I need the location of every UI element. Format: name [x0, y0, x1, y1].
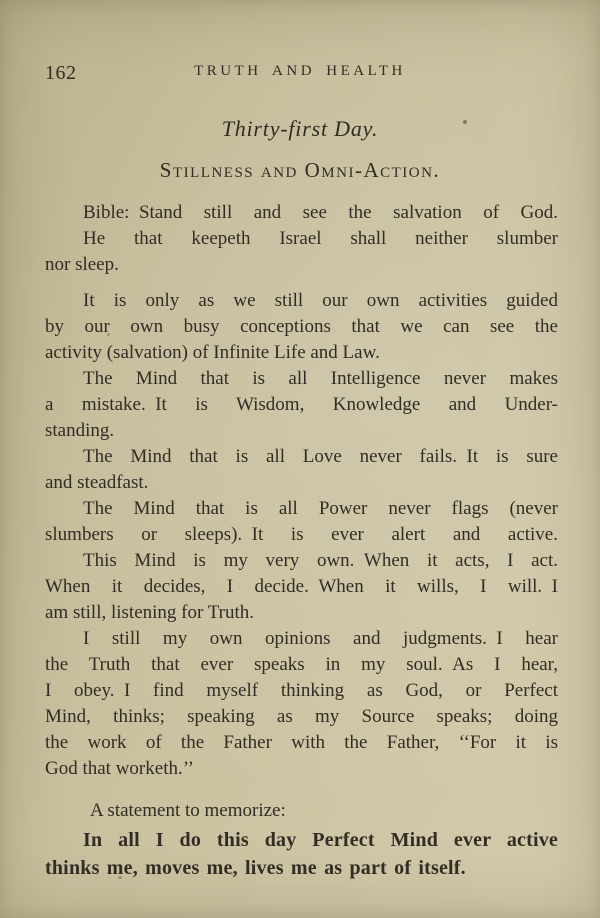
- paper-speck: [118, 876, 122, 879]
- text-line: When it decides, I decide. When it wills, I will. I: [45, 576, 558, 597]
- text-line: The Mind that is all Power never flags (never: [83, 498, 558, 519]
- text-line: Mind, thinks; speaking as my Source speaks; doing: [45, 706, 558, 727]
- text-line: the Truth that ever speaks in my soul. As I hear,: [45, 654, 558, 675]
- text-line: I still my own opinions and judgments. I hear: [83, 628, 558, 649]
- page-number: 162: [45, 62, 77, 84]
- text-line: activity (salvation) of Infinite Life and Law.: [45, 342, 380, 363]
- text-line: The Mind that is all Love never fails. It is sure: [83, 446, 558, 467]
- section-heading: Stillness and Omni-Action.: [159, 158, 441, 182]
- text-line: Bible: Stand still and see the salvation of God.: [83, 202, 558, 223]
- paper-speck: [230, 872, 233, 875]
- paper-speck: [107, 333, 110, 336]
- text-line: This Mind is my very own. When it acts, I act.: [83, 550, 558, 571]
- text-line: slumbers or sleeps). It is ever alert and active.: [45, 524, 558, 545]
- text-line: a mistake. It is Wisdom, Knowledge and Under-: [45, 394, 558, 415]
- text-line: by our own busy conceptions that we can see the: [45, 316, 558, 337]
- text-line: I obey. I find myself thinking as God, or Perfect: [45, 680, 558, 701]
- text-line: am still, listening for Truth.: [45, 602, 255, 623]
- body-text: [45, 200, 558, 882]
- day-heading: Thirty-first Day.: [221, 116, 379, 141]
- text-line: The Mind that is all Intelligence never makes: [83, 368, 558, 389]
- text-line: It is only as we still our own activities guided: [83, 290, 558, 311]
- text-line: thinks me, moves me, lives me as part of itself.: [45, 857, 466, 879]
- running-header: [0, 62, 600, 83]
- text-line: standing.: [45, 420, 115, 441]
- text-line: and steadfast.: [45, 472, 149, 493]
- text-line: God that worketh.’’: [45, 758, 194, 779]
- text-line: A statement to memorize:: [90, 800, 286, 821]
- text-line: In all I do this day Perfect Mind ever active: [83, 829, 558, 851]
- running-title: TRUTH AND HEALTH: [194, 63, 406, 79]
- text-line: the work of the Father with the Father, ‘‘For it is: [45, 732, 558, 753]
- text-line: nor sleep.: [45, 254, 119, 275]
- text-line: He that keepeth Israel shall neither slumber: [83, 228, 558, 249]
- paper-speck: [463, 120, 467, 124]
